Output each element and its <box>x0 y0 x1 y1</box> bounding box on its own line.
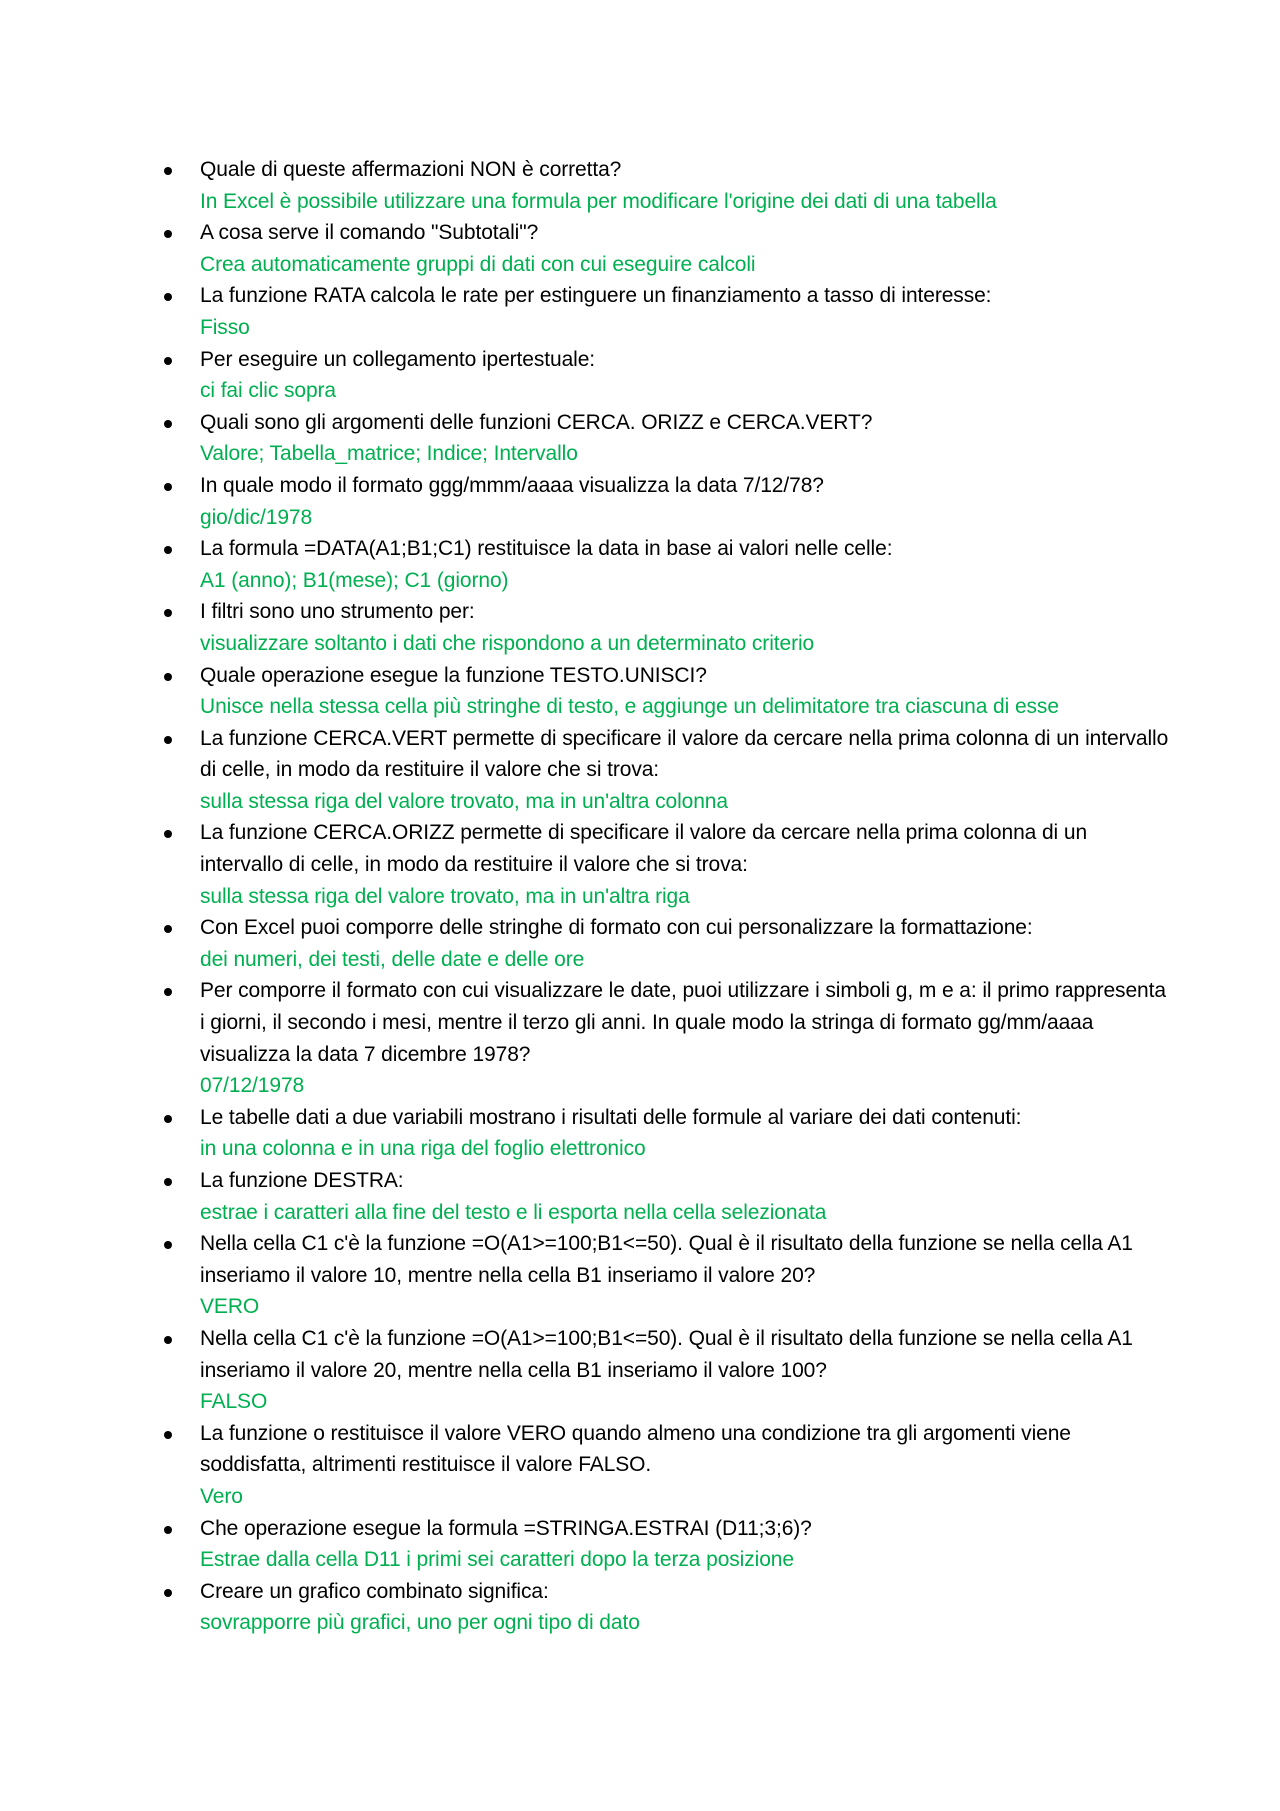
list-item <box>200 1513 1170 1576</box>
answer-text: Valore; Tabella_matrice; Indice; Intervallo <box>200 442 578 466</box>
bullet-icon <box>164 1431 172 1439</box>
answer-text: Vero <box>200 1484 243 1508</box>
list-item <box>200 912 1170 975</box>
question-text: I filtri sono uno strumento per: <box>200 600 475 624</box>
answer-text: In Excel è possibile utilizzare una formula per modificare l'origine dei dati di una tabella <box>200 189 997 213</box>
bullet-icon <box>164 230 172 238</box>
list-item <box>200 1102 1170 1165</box>
answer-text: sulla stessa riga del valore trovato, ma in un'altra colonna <box>200 789 728 813</box>
answer-text: gio/dic/1978 <box>200 505 313 529</box>
bullet-icon <box>164 546 172 554</box>
list-item <box>200 1228 1170 1323</box>
answer-text: Unisce nella stessa cella più stringhe di testo, e aggiunge un delimitatore tra ciascuna di esse <box>200 695 1059 719</box>
bullet-icon <box>164 1589 172 1597</box>
answer-text: visualizzare soltanto i dati che rispondono a un determinato criterio <box>200 631 815 655</box>
list-item <box>200 660 1170 723</box>
question-text: Quali sono gli argomenti delle funzioni CERCA. ORIZZ e CERCA.VERT? <box>200 410 873 434</box>
answer-text: dei numeri, dei testi, delle date e delle ore <box>200 947 585 971</box>
list-item <box>200 533 1170 596</box>
bullet-icon <box>164 483 172 491</box>
list-item <box>200 217 1170 280</box>
question-text: Per eseguire un collegamento ipertestuale: <box>200 347 596 371</box>
question-text: La formula =DATA(A1;B1;C1) restituisce la data in base ai valori nelle celle: <box>200 537 893 561</box>
answer-text: Estrae dalla cella D11 i primi sei caratteri dopo la terza posizione <box>200 1548 794 1572</box>
question-text: Con Excel puoi comporre delle stringhe di formato con cui personalizzare la formattazione: <box>200 916 1033 940</box>
bullet-icon <box>164 167 172 175</box>
question-text: La funzione o restituisce il valore VERO quando almeno una condizione tra gli argomenti viene soddisfatta, altrimenti restituisce il valore FALSO. <box>200 1421 1071 1477</box>
list-item <box>200 1418 1170 1513</box>
answer-text: ci fai clic sopra <box>200 379 337 403</box>
bullet-icon <box>164 1526 172 1534</box>
question-text: La funzione DESTRA: <box>200 1169 404 1192</box>
question-text: Nella cella C1 c'è la funzione =O(A1>=100;B1<=50). Qual è il risultato della funzione se nella cella A1 inseriamo il valore 10, mentre nella cella B1 inseriamo il valore 20? <box>200 1232 1133 1287</box>
list-item <box>200 470 1170 533</box>
answer-text: sovrapporre più grafici, uno per ogni tipo di dato <box>200 1611 640 1635</box>
list-item <box>200 154 1170 217</box>
bullet-icon <box>164 420 172 428</box>
question-text: Che operazione esegue la formula =STRINGA.ESTRAI (D11;3;6)? <box>200 1516 812 1540</box>
bullet-icon <box>164 609 172 617</box>
list-item <box>200 1165 1170 1228</box>
question-text: Per comporre il formato con cui visualizzare le date, puoi utilizzare i simboli g, m e a: il primo rappresenta i giorni, il secondo i mesi, mentre il terzo gli anni. In quale modo la stringa di formato gg/mm/aaaa visualizza la data 7 dicembre 1978? <box>200 979 1166 1066</box>
bullet-icon <box>164 736 172 744</box>
bullet-icon <box>164 830 172 838</box>
bullet-icon <box>164 1336 172 1344</box>
question-text: Le tabelle dati a due variabili mostrano i risultati delle formule al variare dei dati contenuti: <box>200 1105 1022 1129</box>
list-item <box>200 407 1170 470</box>
question-text: Creare un grafico combinato significa: <box>200 1579 549 1603</box>
answer-text: VERO <box>200 1295 260 1319</box>
bullet-icon <box>164 673 172 681</box>
answer-text: in una colonna e in una riga del foglio elettronico <box>200 1137 646 1161</box>
list-item <box>200 1323 1170 1418</box>
question-text: A cosa serve il comando "Subtotali"? <box>200 221 539 245</box>
list-item <box>200 723 1170 818</box>
question-text: Quale di queste affermazioni NON è corretta? <box>200 158 622 181</box>
list-item <box>200 596 1170 659</box>
answer-text: Fisso <box>200 315 250 339</box>
list-item <box>200 817 1170 912</box>
answer-text: estrae i caratteri alla fine del testo e li esporta nella cella selezionata <box>200 1200 827 1224</box>
bullet-icon <box>164 293 172 301</box>
bullet-icon <box>164 988 172 996</box>
bullet-icon <box>164 1178 172 1186</box>
bullet-icon <box>164 925 172 933</box>
question-text: La funzione CERCA.VERT permette di specificare il valore da cercare nella prima colonna di un intervallo di celle, in modo da restituire il valore che si trova: <box>200 726 1169 782</box>
answer-text: A1 (anno); B1(mese); C1 (giorno) <box>200 568 509 592</box>
answer-text: Crea automaticamente gruppi di dati con cui eseguire calcoli <box>200 252 756 276</box>
list-item <box>200 280 1170 343</box>
qa-list <box>200 154 1170 1639</box>
list-item <box>200 1576 1170 1639</box>
question-text: Nella cella C1 c'è la funzione =O(A1>=100;B1<=50). Qual è il risultato della funzione se nella cella A1 inseriamo il valore 20, mentre nella cella B1 inseriamo il valore 100? <box>200 1326 1133 1382</box>
list-item <box>200 975 1170 1101</box>
question-text: In quale modo il formato ggg/mmm/aaaa visualizza la data 7/12/78? <box>200 473 824 497</box>
answer-text: FALSO <box>200 1390 268 1414</box>
bullet-icon <box>164 1115 172 1123</box>
question-text: La funzione RATA calcola le rate per estinguere un finanziamento a tasso di interesse: <box>200 284 992 308</box>
bullet-icon <box>164 357 172 365</box>
question-text: La funzione CERCA.ORIZZ permette di specificare il valore da cercare nella prima colonna di un intervallo di celle, in modo da restituire il valore che si trova: <box>200 821 1088 877</box>
list-item <box>200 344 1170 407</box>
answer-text: 07/12/1978 <box>200 1074 305 1098</box>
answer-text: sulla stessa riga del valore trovato, ma in un'altra riga <box>200 884 690 908</box>
question-text: Quale operazione esegue la funzione TESTO.UNISCI? <box>200 663 707 687</box>
bullet-icon <box>164 1241 172 1249</box>
